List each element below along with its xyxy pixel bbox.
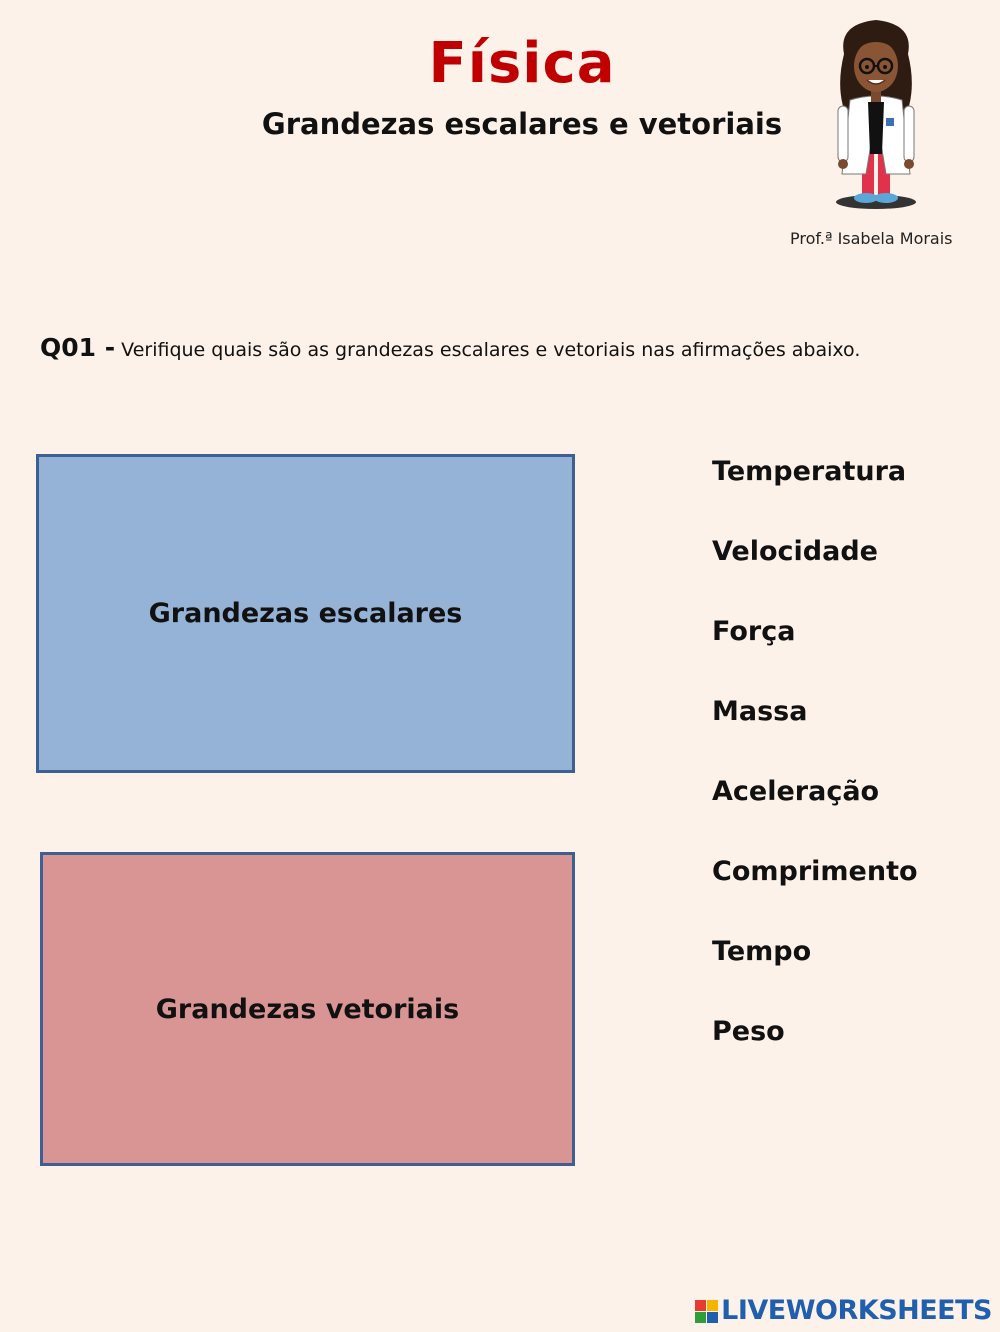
- scalar-box-label: Grandezas escalares: [148, 598, 463, 629]
- term-massa[interactable]: Massa: [712, 696, 808, 727]
- question-text: Verifique quais são as grandezas escalares e vetoriais nas afirmações abaixo.: [121, 339, 861, 361]
- vector-drop-box[interactable]: [40, 852, 575, 1166]
- question-prompt: [40, 330, 860, 368]
- term-comprimento[interactable]: Comprimento: [712, 856, 918, 887]
- term-tempo[interactable]: Tempo: [712, 936, 812, 967]
- liveworksheets-brand: [695, 1293, 992, 1329]
- teacher-credit: Prof.ª Isabela Morais: [790, 229, 953, 248]
- teacher-avatar-icon: [826, 14, 926, 214]
- term-aceleracao[interactable]: Aceleração: [712, 776, 880, 807]
- vector-box-label: Grandezas vetoriais: [155, 993, 460, 1025]
- page-title: Física: [428, 31, 616, 96]
- term-temperatura[interactable]: Temperatura: [712, 456, 907, 487]
- scalar-drop-box[interactable]: [36, 454, 575, 773]
- liveworksheets-logo-icon: [695, 1300, 718, 1323]
- page-subtitle: Grandezas escalares e vetoriais: [261, 107, 783, 141]
- term-peso[interactable]: Peso: [712, 1016, 785, 1047]
- term-forca[interactable]: Força: [712, 616, 796, 647]
- term-velocidade[interactable]: Velocidade: [712, 536, 878, 567]
- brand-text: LIVEWORKSHEETS: [721, 1295, 992, 1326]
- question-number: Q01 -: [40, 333, 116, 362]
